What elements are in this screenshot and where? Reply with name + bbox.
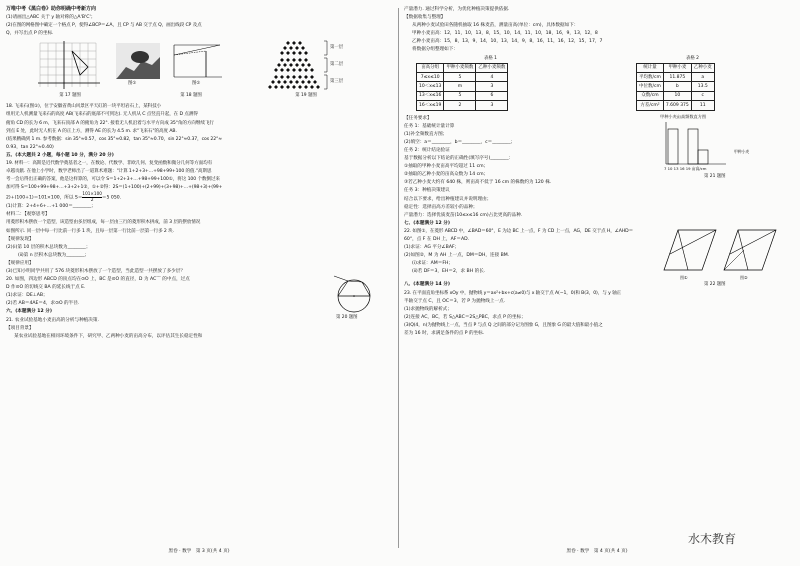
table1-header-cell: 甲种小麦频数 <box>444 63 476 72</box>
table2-header-cell: 统计量 <box>637 63 664 72</box>
q19-line5-text: 2)+(100+1)＝101×100，所以 S＝ <box>6 195 83 201</box>
table2-header-cell: 甲种小麦 <box>663 63 691 72</box>
q20-line1: 20. 如图，四边形 ABCD 的顶点均在⊙O 上，BC 是⊙O 的直径，D 为 AC⌒ 的中点，过点 <box>6 277 190 283</box>
fig18-sub1: 图① <box>128 81 137 87</box>
task2: 任务 2：统计结论验证 <box>404 147 450 153</box>
histogram-bar <box>668 129 678 164</box>
task1: 任务 1：基础统计量计算 <box>404 123 455 129</box>
table2-cell: 13.5 <box>691 82 714 91</box>
column-divider <box>398 8 399 548</box>
table2-row <box>637 91 715 100</box>
histogram-xaxis: 7 10 13 16 19 亩高/cm <box>664 165 707 171</box>
histogram-legend: 甲种小麦 <box>734 148 750 154</box>
task-block <box>404 115 790 219</box>
histogram-title: 甲种小麦亩高频数直方图 <box>660 113 707 119</box>
footer-right: 黑卷 · 数学 第 4 页(共 4 页) <box>566 549 628 554</box>
section-8-header: 八、(本题满分 14 分) <box>404 282 450 288</box>
fig18-sub2: 图② <box>192 81 201 87</box>
table1-cell: 4 <box>476 72 508 81</box>
table2 <box>636 63 715 111</box>
table1-cell: 16＜x≤19 <box>417 101 444 110</box>
table1-cell: 10＜x≤13 <box>417 82 444 91</box>
layer2-label: 第二层 <box>330 62 344 68</box>
q19-line5-result: ＝5 050. <box>101 195 122 201</box>
histogram-bar <box>688 129 698 164</box>
q19-part2i: (2)(ⅰ)第 10 层的积木总块数为________； <box>6 244 91 250</box>
q23-part1: (1)求抛物线的解析式； <box>404 306 452 312</box>
q18-line6: 0.93，tan 22°≈0.40) <box>6 144 54 150</box>
fig17-caption: 第 17 题图 <box>59 93 81 99</box>
q22-part2: (2)如图②，M 为 AH 上一点，DM＝DH，连接 BM. <box>404 253 510 259</box>
q19-line4: 加可得 S＝100+99+98+…+3+2+1②，①+②得：2S＝(1+100)+(2+99)+(3+98)+…+(98+3)+(99+ <box>6 185 223 191</box>
table1-cell: 13＜x≤16 <box>417 91 444 100</box>
page-header: 万唯中考《黑白卷》助你明确中考新方向 <box>6 6 97 12</box>
q18-line3: 俯角 CD 的长为 6 m，飞来石顶部 A 的俯角为 22°. 接着无人机沿着与水平方向成 35°角的方向继续飞行 <box>6 120 214 126</box>
fig22-sub1: 图① <box>680 274 688 280</box>
table2-row <box>637 72 715 81</box>
table1-header-row <box>417 63 508 72</box>
q19-material2: 材料二：【观察思考】 <box>6 212 50 218</box>
q19-line8: 用菱形积木摆放一个造型，该造型由多层组成，每一层由三行的菱形积木拼成，前 3 层的摆放情况 <box>6 220 201 226</box>
q22-part2i: (ⅰ)求证：AM＝FH； <box>412 261 454 267</box>
conclusion-3: ③若乙种小麦大约有 640 株，则亩高不低于 16 cm 的株数约为 120 株. <box>404 180 552 186</box>
histogram-bar <box>698 150 708 164</box>
task3-prompt: 结合以下要求，给出种植建议并说明理由； <box>404 196 492 202</box>
q23-line1: 23. 在平面直角坐标系 xOy 中，抛物线 y＝ax²+bx+c(a≠0)与 x 轴交于点 A(−1，0)和 B(3，0)，与 y 轴正 <box>404 290 622 296</box>
q23-line2: 半轴交于点 C，且 OC＝3，若 P 为抛物线上一点. <box>404 298 506 304</box>
table2-header-cell: 乙种小麦 <box>691 63 714 72</box>
q18-line4: 到点 E 处，此时无人机在 A 的正上方，测得 AE 的长为 4.5 m. 求"飞来石"的高度 AB. <box>6 128 177 134</box>
footer-left: 黑卷 · 数学 第 3 页(共 4 页) <box>168 549 230 554</box>
fig22-sub2: 图② <box>740 274 748 280</box>
table1 <box>416 63 508 111</box>
q22-part2ii: (ⅱ)若 DF＝3，EH＝2，求 BH 的长. <box>412 269 486 275</box>
table1-cell: 5 <box>444 72 476 81</box>
table1-row <box>417 72 508 81</box>
table2-cell: 11.875 <box>663 72 691 81</box>
table2-cell: 方差/cm² <box>637 101 664 110</box>
q23-part3-cont: 差为 16 时，求满足条件的点 P 的坐标. <box>404 331 485 336</box>
table2-row <box>637 82 715 91</box>
section-6-header: 六、(本题满分 12 分) <box>6 309 52 315</box>
q22-part1: (1)求证：AG 平分∠BAF； <box>404 245 460 251</box>
table2-cell: 平均数/cm <box>637 72 664 81</box>
q19-part3: (3)已知小明同学共用了 576 块菱形积木摆放了一个造型，当此造型一共摆放了多少层？ <box>6 268 185 274</box>
table1-cell: 2 <box>444 101 476 110</box>
table1-cell: 6 <box>476 91 508 100</box>
fig20-caption: 第 20 题图 <box>336 315 358 321</box>
section-5-header: 五、(本大题共 2 小题，每小题 10 分，满分 20 分) <box>6 152 114 158</box>
table2-cell: c <box>691 91 714 100</box>
table2-header-row <box>637 63 715 72</box>
q21-line3: 某农业试验基地在相同环境条件下，研究甲、乙两种小麦的亩高分布，以评估其生长稳定性和 <box>14 333 203 339</box>
wheat-b-data: 乙种小麦亩高：15，8，13，9，14，10，13，14，9，8，16，11，16，12，15，17，7 <box>412 39 603 45</box>
data-collection-header: 【数据收集与整理】 <box>404 15 446 21</box>
table2-cell: 7.609 375 <box>663 101 691 110</box>
table1-cell: m <box>444 82 476 91</box>
q22-line2: 60°，点 F 在 DH 上，AF＝AD. <box>404 236 470 242</box>
circle-figure-20 <box>326 272 382 316</box>
q23-part3: (3)Q(4，n)为抛物线上一点，当点 P 与点 Q 之间的部分记为图象 G，且图象 G 的最大值和最小值之 <box>404 322 603 328</box>
fig18-caption: 第 18 题图 <box>180 93 202 99</box>
yield-req: 产量潜力：选择优质麦苗(10≤x≤16 cm)占比更高的品种. <box>404 212 523 218</box>
rock-photo-18 <box>116 43 160 79</box>
q23-part2: (2)连接 AC，BC，若 S△ABC＝2S△PBC，求点 P 的坐标； <box>404 314 526 320</box>
table2-row <box>637 101 715 110</box>
grid-figure-17 <box>36 39 102 91</box>
fraction-numerator: 101×100 <box>82 191 102 197</box>
left-column <box>6 6 392 341</box>
rhombus-figures-22 <box>658 226 784 276</box>
conclusion-1: ①抽取的甲种小麦亩高平均超过 11 cm； <box>404 164 489 170</box>
table1-cell: 7≤x≤10 <box>417 72 444 81</box>
tables-row <box>404 55 790 115</box>
q20-part2: (2)若 AB＝4AE＝4，求⊙O 的半径. <box>6 301 80 307</box>
wheat-a-data: 甲种小麦亩高：12，11，10，13，8，15，10，14，11，10，18，16，9，13，12，8 <box>412 31 598 37</box>
q17-part2-cont: Q，并写出点 P 的坐标. <box>6 31 54 37</box>
q19-line1: 19. 材料一：高斯是近代数学奠基者之一，在数论、代数学、非欧几何、复变函数和微分几何等方面均有 <box>6 161 213 167</box>
table2-cell: a <box>691 72 714 81</box>
q19-rule-header: 【规律发现】 <box>6 236 34 242</box>
layer3-label: 第三层 <box>330 79 344 85</box>
table2-cell: 10 <box>663 91 691 100</box>
q18-line2: 组用无人机测量飞来石的高度 AB(飞来石的底部不可到达). 无人机从 C 点竖直升起，在 D 点测得 <box>6 112 198 118</box>
table1-header-cell: 乙种小麦频数 <box>476 63 508 72</box>
task2-prompt: 基于数据分析以下结论的正确性(填写序号)________： <box>404 156 514 162</box>
task1-part1: (1)补全频数直方图； <box>404 131 448 137</box>
table1-cell: 5 <box>444 91 476 100</box>
table2-cell: 中位数/cm <box>637 82 664 91</box>
q21-project-bg: 【项目背景】 <box>6 325 34 331</box>
table1-row <box>417 101 508 110</box>
q22-line1: 22. 如图①，在菱形 ABCD 中，∠BAD＝60°，E 为边 BC 上一点，F 为 CD 上一点，AG，DE 交于点 H，∠AHD＝ <box>404 228 634 234</box>
r-line1: 产量潜力. 通过科学分析，为优化种植决策提供依据. <box>404 7 510 12</box>
q21-line1: 21. 农业试验基地小麦亩高的分析与种植决策. <box>6 317 99 323</box>
q19-part2ii: (ⅱ)第 n 层积木总块数为________； <box>18 252 90 258</box>
q20-line2: D 作⊙O 的切线交 BA 的延长线于点 E. <box>6 285 86 291</box>
table1-row <box>417 91 508 100</box>
q19-line9: 如图所示. 同一层中每一行比前一行多 1 块，且每一层第一行比前一层第一行多 2 块. <box>6 228 174 234</box>
q20-part1: (1)求证：DE⊥AB； <box>6 293 48 299</box>
section-7-header: 七、(本题满分 12 分) <box>404 220 450 226</box>
table2-cell: 众数/cm <box>637 91 664 100</box>
task3: 任务 3：种植决策建议 <box>404 188 450 194</box>
q19-part1: (1)计算：2+4+6+…+1 000＝________； <box>6 204 96 210</box>
q19-line5 <box>6 192 392 202</box>
q19-apply-header: 【规律应用】 <box>6 260 34 266</box>
table2-cell: b <box>663 82 691 91</box>
q19-line2: 卓越贡献. 在他上小学时，数学老师出了一道算术难题："计算 1+2+3+…+98+99+100 的值."高斯思 <box>6 169 212 175</box>
table1-row <box>417 82 508 91</box>
table1-cell: 3 <box>476 82 508 91</box>
table2-cell: 11 <box>691 101 714 110</box>
fig21-caption: 第 21 题图 <box>704 173 726 179</box>
gauss-fraction <box>82 192 102 202</box>
task-header: 【任务要求】 <box>404 115 432 121</box>
frequency-histogram <box>660 120 730 170</box>
r-line6: 将数据分组整理如下： <box>412 47 458 53</box>
fig19-caption: 第 19 题图 <box>295 93 317 99</box>
q18-line5: (结果精确到 1 m. 参考数据：sin 35°≈0.57，cos 35°≈0.82，tan 35°≈0.70，sin 22°≈0.37，cos 22°≈ <box>6 136 222 142</box>
right-column <box>404 6 790 338</box>
watermark: 水木教育 <box>688 532 737 546</box>
diagram-18 <box>166 39 228 81</box>
q17-part1: (1)请画出△ABC 关于 y 轴对称的△A'B'C'； <box>6 15 96 21</box>
table1-cell: 3 <box>476 101 508 110</box>
q18-line1: 18. 飞来石(图①)，位于安徽省黄山风景区平天矼的一块平坦岩石上，某科技小 <box>6 104 162 110</box>
q17-part2: (2)在图的网格图中确定一个格点 P，使得∠BCP＝∠A，且 CP 与 AB 交于点 Q，画出线段 CP 及点 <box>6 23 202 29</box>
fraction-denominator: 2 <box>90 196 94 202</box>
q19-line3: 考一会后得出正确的答案，他是这样算的，可以令 S＝1+2+3+…+98+99+100①，将这 100 个数倒过来 <box>6 177 220 183</box>
conclusion-2: ②抽取的乙种小麦的亩高众数为 14 cm； <box>404 172 489 178</box>
table2-title: 表格 2 <box>686 55 699 61</box>
table1-header-cell: 亩高分组 <box>417 63 444 72</box>
fig22-caption: 第 22 题图 <box>704 281 726 287</box>
stability-req: 稳定性：选择亩高方差较小的品种； <box>404 204 478 210</box>
task1-part2: (2)填空：a＝________，b＝________，c＝________； <box>404 139 516 145</box>
figure-row-17-19 <box>6 39 392 101</box>
r-line3: 从两种小麦试验田各随机抽取 16 株麦苗，测量亩高(单位：cm)，具体数据如下： <box>412 23 579 29</box>
layer1-label: 第一层 <box>330 45 344 51</box>
table1-title: 表格 1 <box>484 55 497 61</box>
